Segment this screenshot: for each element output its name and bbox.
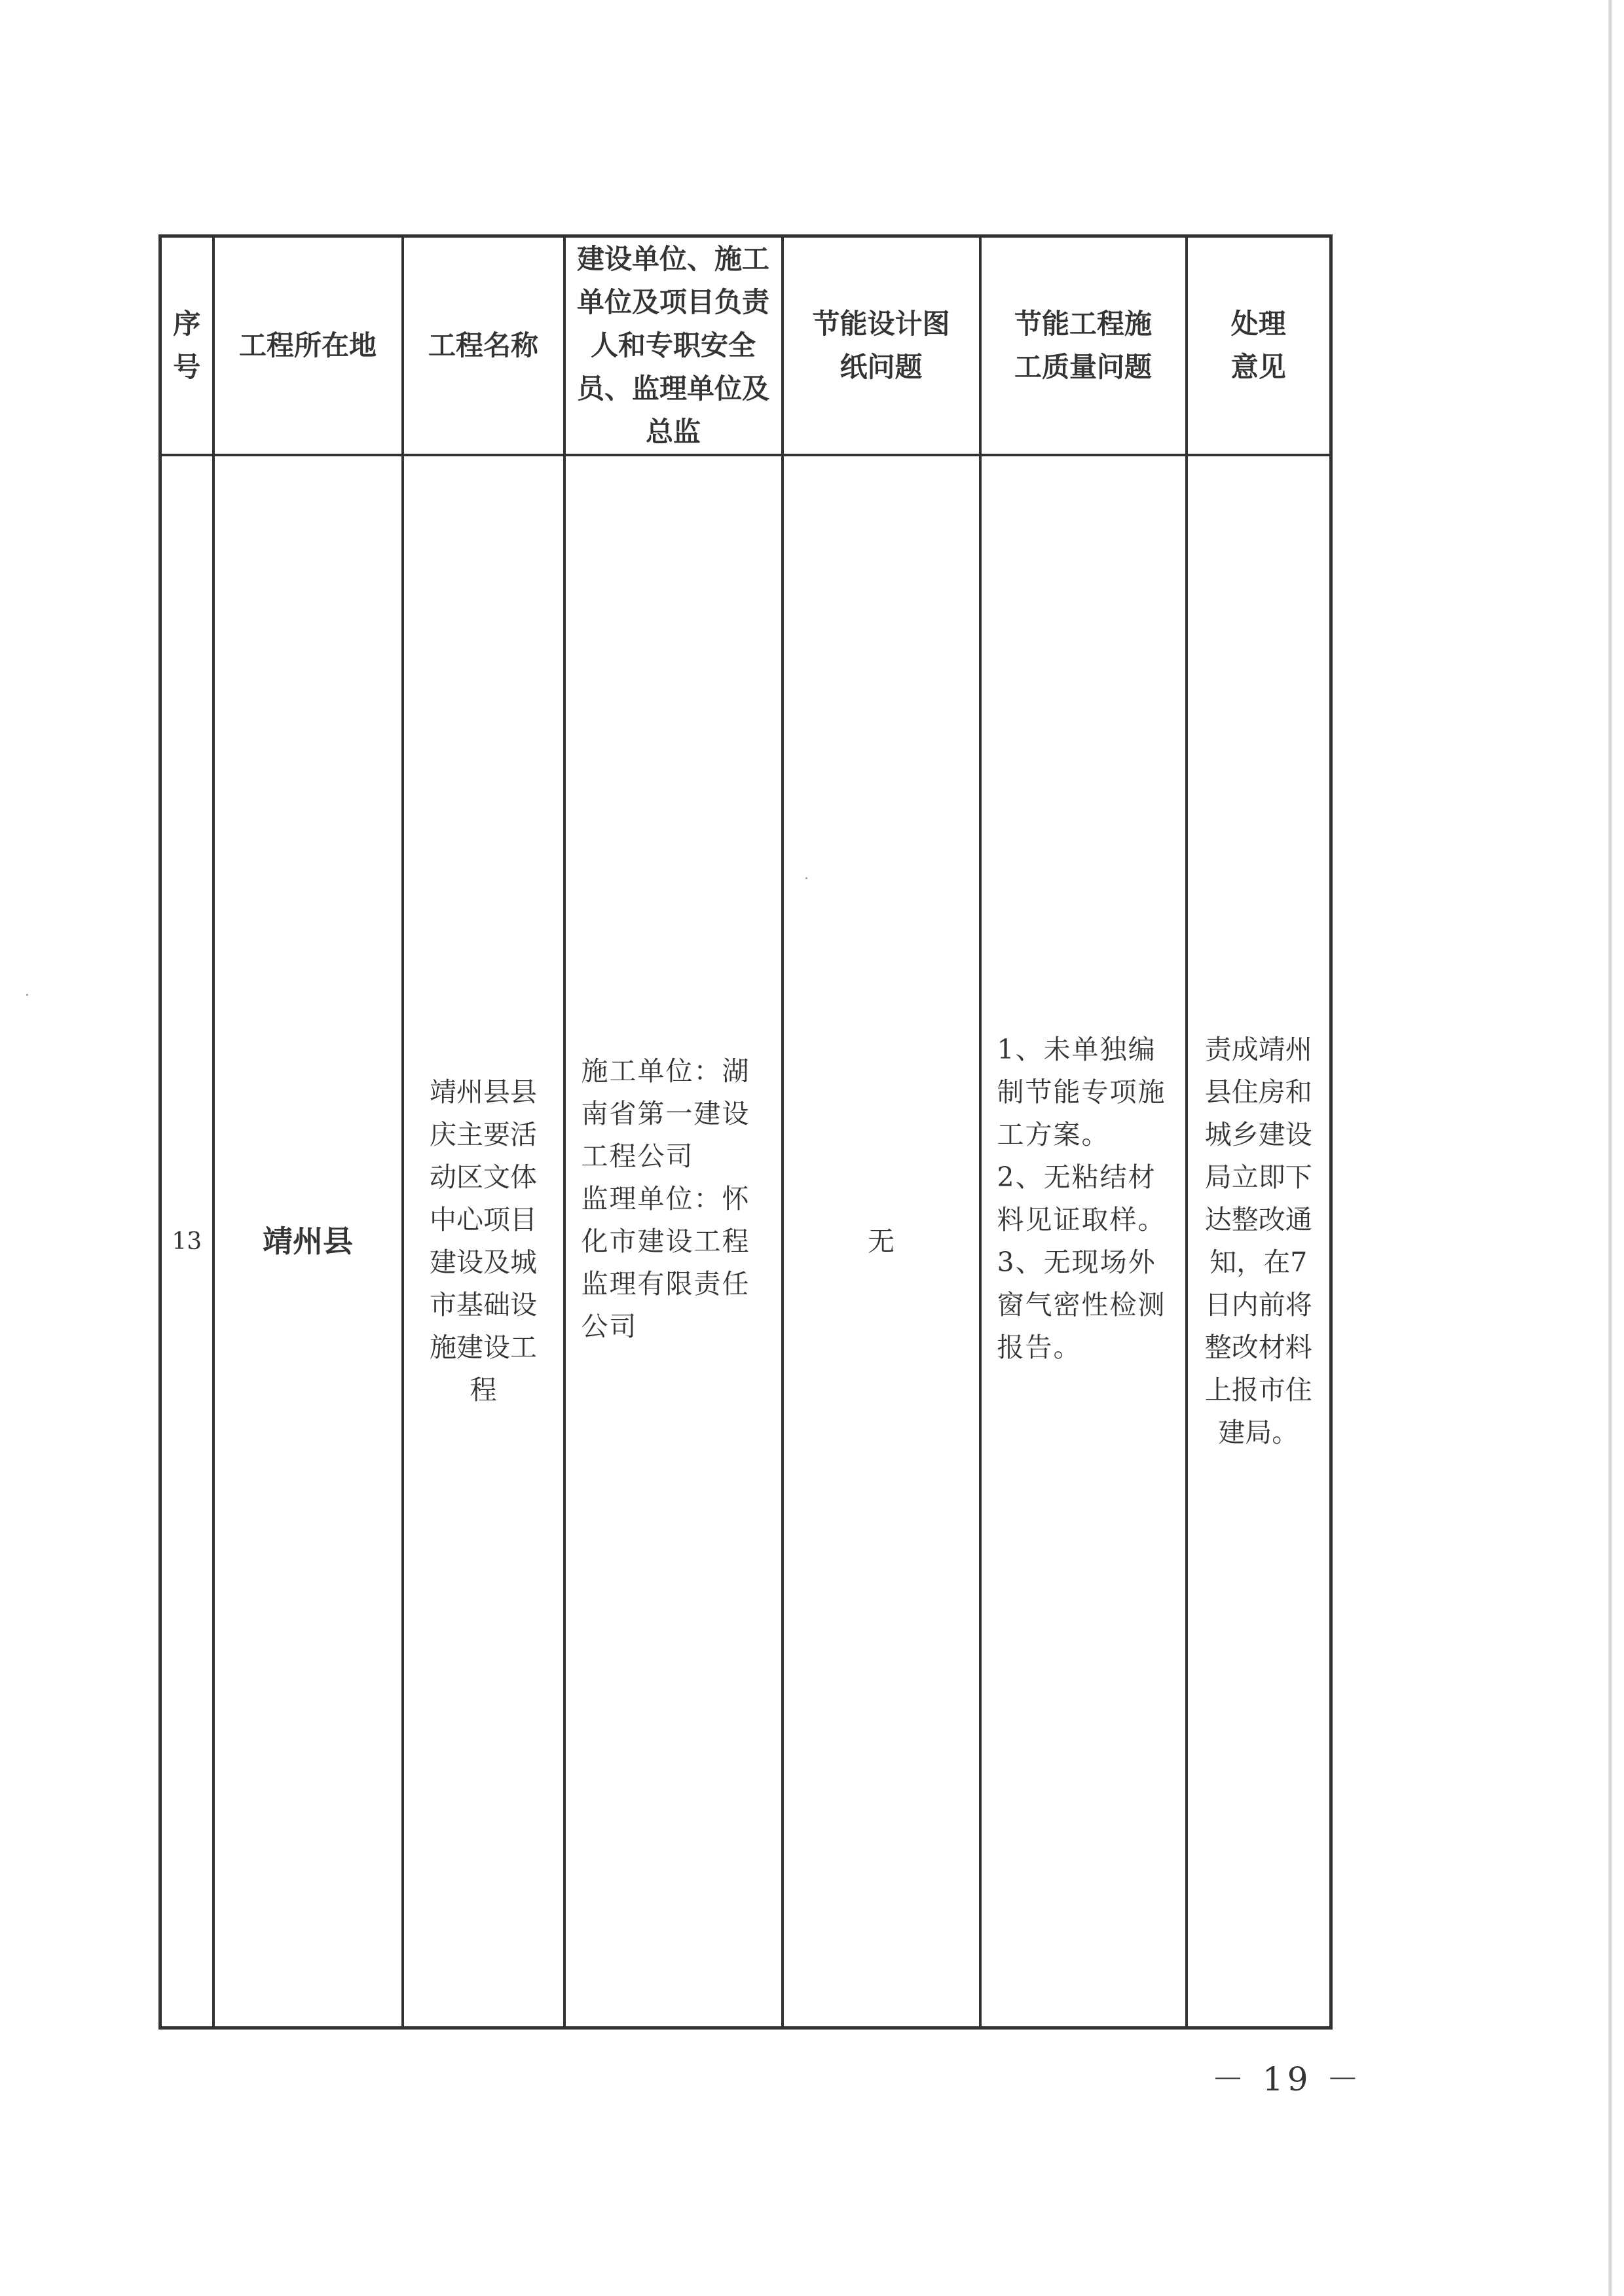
row-seq: 13 <box>160 455 213 2028</box>
issue-item-1: 1、未单独编制节能专项施工方案。 <box>997 1034 1166 1150</box>
supervision-unit-text: 监理单位：怀化市建设工程监理有限责任公司 <box>581 1182 750 1342</box>
header-row <box>160 236 1331 456</box>
header-construction-issues: 节能工程施工质量问题 <box>980 236 1187 456</box>
header-location: 工程所在地 <box>213 236 403 456</box>
row-construction-issues <box>980 455 1187 2028</box>
header-design-issues: 节能设计图纸问题 <box>783 236 980 456</box>
page-edge <box>1608 0 1612 2296</box>
row-handling: 责成靖州县住房和城乡建设局立即下达整改通知，在7日内前将整改材料上报市住建局。 <box>1187 455 1331 2028</box>
row-design-issues: 无 <box>783 455 980 2028</box>
row-units <box>564 455 783 2028</box>
row-project-name: 靖州县县庆主要活动区文体中心项目建设及城市基础设施建设工程 <box>403 455 564 2028</box>
header-seq: 序号 <box>160 236 213 456</box>
row-location: 靖州县 <box>213 455 403 2028</box>
inspection-table <box>158 234 1333 2030</box>
construction-unit-text: 施工单位：湖南省第一建设工程公司 <box>581 1055 750 1172</box>
issue-item-2: 2、无粘结材料见证取样。 <box>997 1161 1166 1235</box>
table-row <box>160 455 1331 2028</box>
header-handling: 处理意见 <box>1187 236 1331 456</box>
header-units: 建设单位、施工单位及项目负责人和专职安全员、监理单位及总监 <box>564 236 783 456</box>
issue-item-3: 3、无现场外窗气密性检测报告。 <box>997 1247 1166 1363</box>
scan-speck <box>805 877 807 879</box>
scan-speck <box>26 994 28 996</box>
header-project-name: 工程名称 <box>403 236 564 456</box>
page-number: － 19 － <box>1211 2060 1363 2098</box>
